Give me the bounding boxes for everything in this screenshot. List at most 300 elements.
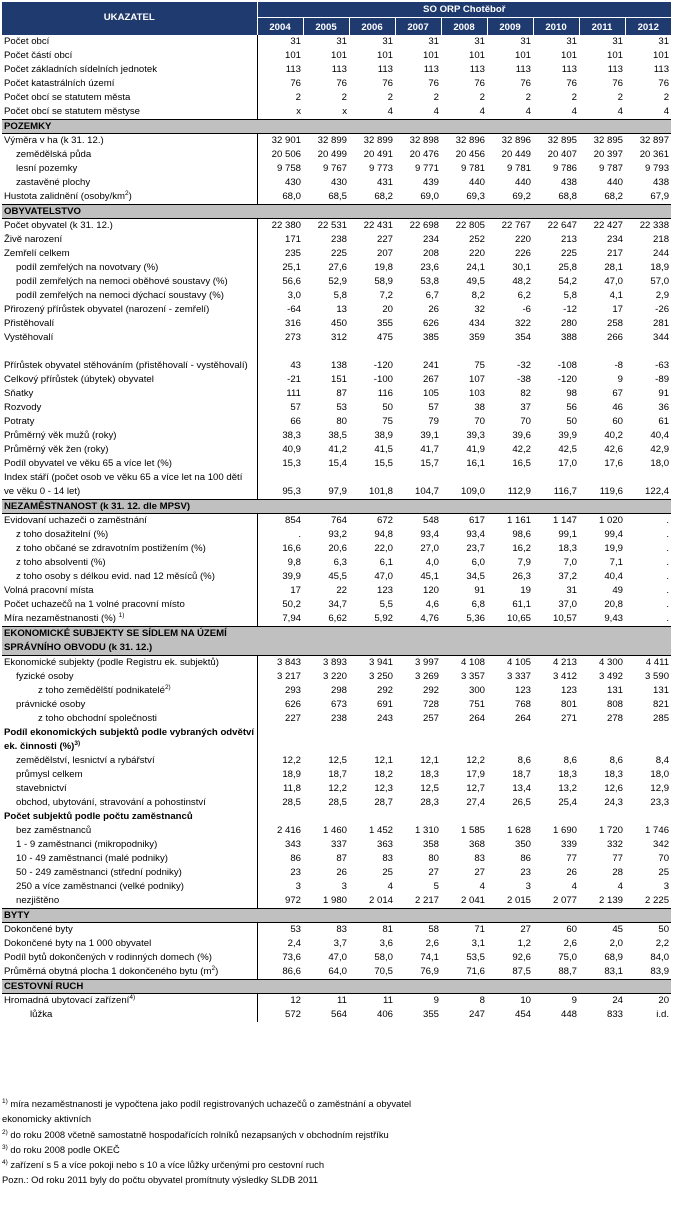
value-cell: 226 — [514, 247, 531, 259]
row-label — [2, 162, 257, 176]
value-cell: 368 — [468, 838, 485, 850]
value-cell: 12,7 — [466, 782, 485, 794]
value-cell: 241 — [422, 359, 439, 371]
table-row — [2, 754, 671, 768]
table-row — [2, 528, 671, 542]
table-row — [2, 542, 671, 556]
value-cell: 439 — [422, 176, 439, 188]
value-cell: 1 161 — [506, 514, 531, 526]
value-cell: 32 899 — [317, 134, 347, 146]
table-row — [2, 1008, 671, 1022]
value-cell: 123 — [560, 684, 577, 696]
row-label — [2, 513, 257, 528]
value-cell: 475 — [376, 331, 393, 343]
value-cell: 9 758 — [276, 162, 301, 174]
value-cell: 13 — [336, 303, 347, 315]
row-label-text: Průměrný věk žen (roky) — [4, 443, 109, 455]
row-label — [2, 782, 257, 796]
row-label — [2, 852, 257, 866]
row-label-text: bez zaměstnanců — [16, 824, 92, 836]
value-cell: 83,9 — [650, 965, 670, 977]
row-label-text: z toho absolventi (%) — [16, 556, 106, 568]
value-cell: -32 — [517, 359, 531, 371]
value-cell: 342 — [653, 838, 670, 850]
value-cell: 218 — [653, 233, 670, 245]
value-cell: 116 — [377, 387, 393, 399]
row-label-text: právnické osoby — [16, 698, 86, 710]
value-cell — [349, 810, 395, 824]
value-cell: 68,8 — [558, 190, 577, 202]
value-cell: 2,9 — [655, 289, 670, 301]
value-cell: -100 — [373, 373, 393, 385]
value-cell — [257, 726, 303, 754]
row-label — [2, 190, 257, 205]
row-label-text: Potraty — [4, 415, 35, 427]
value-cell: 6,7 — [425, 289, 439, 301]
value-cell: 39,9 — [282, 570, 301, 582]
row-label-text: podíl zemřelých na nemoci oběhové soustavy (%) — [16, 275, 228, 287]
value-cell: 76 — [336, 77, 347, 89]
value-cell: 111 — [286, 387, 301, 399]
value-cell: 1 690 — [552, 824, 577, 836]
table-row — [2, 261, 671, 275]
value-cell: 821 — [653, 698, 670, 710]
value-cell: 17,6 — [604, 457, 623, 469]
row-label-text: Míra nezaměstnanosti (%) — [4, 612, 119, 624]
value-cell: 83 — [474, 852, 485, 864]
value-cell: 56 — [566, 401, 577, 413]
row-label — [2, 670, 257, 684]
value-cell: 1 746 — [645, 824, 670, 836]
table-row — [2, 782, 671, 796]
row-label-text: 10 - 49 zaměstnanci (malé podniky) — [16, 852, 168, 864]
value-cell: 98,6 — [512, 528, 531, 540]
value-cell: 131 — [653, 684, 670, 696]
value-cell: 6,8 — [471, 598, 485, 610]
value-cell: 5,5 — [379, 598, 393, 610]
value-cell: 3 941 — [368, 656, 393, 668]
section-title: OBYVATELSTVO — [2, 204, 671, 218]
row-label — [2, 401, 257, 415]
value-cell: 4 — [387, 880, 393, 892]
value-cell: 54,2 — [558, 275, 577, 287]
value-cell: 217 — [606, 247, 623, 259]
value-cell: 768 — [514, 698, 531, 710]
value-cell: 34,5 — [466, 570, 485, 582]
value-cell: 20 361 — [639, 148, 670, 160]
value-cell: 76 — [290, 77, 301, 89]
table-row — [2, 275, 671, 289]
value-cell: 101,8 — [368, 485, 393, 497]
value-cell: 18,7 — [328, 768, 347, 780]
value-cell: 2 139 — [598, 894, 623, 906]
table-row — [2, 570, 671, 584]
table-header — [2, 2, 671, 35]
table-row — [2, 866, 671, 880]
value-cell: 92,6 — [512, 951, 531, 963]
value-cell: 3 — [525, 880, 531, 892]
value-cell: 67 — [612, 387, 623, 399]
footnote-marker: 2) — [164, 683, 171, 691]
table-row — [2, 726, 671, 754]
value-cell: 7,1 — [609, 556, 623, 568]
value-cell: 104,7 — [414, 485, 439, 497]
value-cell: . — [298, 528, 301, 540]
value-cell: 2 — [663, 91, 670, 103]
row-label — [2, 796, 257, 810]
value-cell: 171 — [284, 233, 301, 245]
table-row — [2, 965, 671, 980]
value-cell: 83 — [336, 923, 347, 935]
value-cell: 17,0 — [558, 457, 577, 469]
value-cell: 4 — [617, 105, 623, 117]
value-cell: 208 — [422, 247, 439, 259]
value-cell: 2 041 — [460, 894, 485, 906]
value-cell: 74,1 — [420, 951, 439, 963]
value-cell: 61 — [658, 415, 670, 427]
value-cell: 12,5 — [420, 782, 439, 794]
value-cell: 93,2 — [328, 528, 347, 540]
value-cell: 18,3 — [604, 768, 623, 780]
value-cell: 4 300 — [598, 656, 623, 668]
value-cell: 673 — [330, 698, 347, 710]
value-cell: 31 — [382, 35, 393, 47]
value-cell: -6 — [522, 303, 531, 315]
value-cell: 83,1 — [604, 965, 623, 977]
table-row — [2, 457, 671, 471]
value-cell: 2 — [571, 91, 577, 103]
value-cell: 5,36 — [466, 612, 485, 624]
value-cell: 207 — [376, 247, 393, 259]
value-cell: 101 — [514, 49, 531, 61]
row-label — [2, 838, 257, 852]
value-cell: 691 — [376, 698, 393, 710]
value-cell: 12,1 — [374, 754, 393, 766]
value-cell: 4,0 — [425, 556, 439, 568]
value-cell: 86 — [520, 852, 531, 864]
value-cell: 70 — [658, 852, 670, 864]
value-cell: 19 — [520, 584, 531, 596]
value-cell: 42,2 — [512, 443, 531, 455]
table-row — [2, 176, 671, 190]
value-cell: 20 407 — [547, 148, 577, 160]
row-label — [2, 712, 257, 726]
table-row — [2, 345, 671, 373]
row-label — [2, 35, 257, 49]
value-cell: 131 — [606, 684, 623, 696]
footnote — [2, 1142, 671, 1157]
value-cell: 31 — [336, 35, 347, 47]
value-cell: 430 — [284, 176, 301, 188]
year-header: 2005 — [303, 17, 349, 35]
row-label — [2, 247, 257, 261]
value-cell: 11 — [337, 994, 347, 1006]
table-row — [2, 598, 671, 612]
value-cell: 264 — [514, 712, 531, 724]
value-cell: 87 — [336, 852, 347, 864]
value-cell: x — [296, 105, 301, 117]
statistics-table — [2, 2, 671, 1022]
value-cell: 28,5 — [328, 796, 347, 808]
row-label — [2, 261, 257, 275]
value-cell: 2,0 — [609, 937, 623, 949]
value-cell: 19,8 — [374, 261, 393, 273]
row-label-text: Přírůstek obyvatel stěhováním (přistěhovalí - vystěhovalí) — [4, 359, 248, 371]
value-cell: 112,9 — [507, 485, 531, 497]
row-label-text: Počet katastrálních území — [4, 77, 115, 89]
value-cell: 48,2 — [512, 275, 531, 287]
year-header: 2008 — [441, 17, 487, 35]
value-cell: 3 250 — [368, 670, 393, 682]
row-label-text: Výměra v ha (k 31. 12.) — [4, 134, 104, 146]
value-cell: 28 — [612, 866, 623, 878]
value-cell: 22 531 — [317, 219, 347, 231]
value-cell: 22 647 — [547, 219, 577, 231]
value-cell: 2 225 — [645, 894, 670, 906]
value-cell: 285 — [653, 712, 670, 724]
value-cell — [533, 726, 579, 754]
value-cell: 12,2 — [282, 754, 301, 766]
value-cell: . — [666, 514, 670, 526]
value-cell: -120 — [557, 373, 577, 385]
footnote — [2, 1157, 671, 1172]
row-label-text: z toho dosažitelní (%) — [16, 528, 109, 540]
value-cell: 31 — [290, 35, 301, 47]
row-label-text: lůžka — [30, 1008, 53, 1020]
value-cell: 3 357 — [460, 670, 485, 682]
footnote — [2, 1172, 671, 1187]
row-label-text: podíl zemřelých na novotvary (%) — [16, 261, 159, 273]
row-label-text: Počet subjektů podle počtu zaměstnanců — [4, 810, 193, 822]
value-cell: 47,0 — [328, 951, 347, 963]
value-cell: 23,6 — [420, 261, 439, 273]
value-cell: 25,4 — [558, 796, 577, 808]
value-cell: 23 — [520, 866, 531, 878]
value-cell: 75 — [474, 359, 485, 371]
value-cell: 20,6 — [328, 542, 347, 554]
row-label — [2, 317, 257, 331]
value-cell — [257, 810, 303, 824]
value-cell: 258 — [606, 317, 623, 329]
table-row — [2, 513, 671, 528]
value-cell: 238 — [330, 712, 347, 724]
value-cell: i.d. — [656, 1008, 670, 1020]
value-cell: 47,0 — [604, 275, 623, 287]
value-cell: 972 — [284, 894, 301, 906]
value-cell: 15,7 — [420, 457, 439, 469]
value-cell: 32 896 — [455, 134, 485, 146]
value-cell: 53 — [336, 401, 347, 413]
value-cell: 49 — [612, 584, 623, 596]
row-label — [2, 49, 257, 63]
value-cell: 626 — [284, 698, 301, 710]
value-cell: 6,1 — [379, 556, 393, 568]
table-row — [2, 612, 671, 627]
value-cell: 101 — [606, 49, 623, 61]
value-cell: 24,1 — [466, 261, 485, 273]
row-label-text: obchod, ubytování, stravování a pohostinství — [16, 796, 206, 808]
table-row — [2, 655, 671, 670]
table-row — [2, 373, 671, 387]
row-label — [2, 937, 257, 951]
value-cell: 448 — [560, 1008, 577, 1020]
row-label — [2, 1008, 257, 1022]
row-label-text: z toho zemědělští podnikatelé — [38, 684, 165, 696]
value-cell: 12,6 — [604, 782, 623, 794]
value-cell: 68,9 — [604, 951, 623, 963]
row-label — [2, 345, 257, 373]
value-cell: 101 — [284, 49, 301, 61]
row-label-text: podíl zemřelých na nemoci dýchací soustavy (%) — [16, 289, 224, 301]
value-cell: 3,7 — [333, 937, 347, 949]
value-cell: 82 — [520, 387, 531, 399]
table-row — [2, 880, 671, 894]
value-cell: . — [666, 598, 670, 610]
value-cell: 32 899 — [363, 134, 393, 146]
value-cell: 833 — [606, 1008, 623, 1020]
value-cell: 23,7 — [466, 542, 485, 554]
table-row — [2, 63, 671, 77]
section-title: BYTY — [2, 908, 671, 922]
table-row — [2, 233, 671, 247]
value-cell: 15,5 — [374, 457, 393, 469]
row-label-text: Sňatky — [4, 387, 34, 399]
value-cell: 273 — [284, 331, 301, 343]
value-cell: 4 213 — [552, 656, 577, 668]
value-cell: 9 787 — [598, 162, 623, 174]
value-cell: 93,4 — [466, 528, 485, 540]
value-cell: 3 412 — [552, 670, 577, 682]
year-header: 2012 — [625, 17, 671, 35]
value-cell: 15,4 — [328, 457, 347, 469]
row-label — [2, 91, 257, 105]
value-cell: 4 — [479, 105, 485, 117]
value-cell: 440 — [514, 176, 531, 188]
value-cell: 52,9 — [328, 275, 347, 287]
value-cell: 28,7 — [374, 796, 393, 808]
value-cell: 292 — [376, 684, 393, 696]
value-cell: 9 793 — [645, 162, 670, 174]
value-cell: 244 — [653, 247, 670, 259]
value-cell: 6,3 — [333, 556, 347, 568]
value-cell: 34,7 — [328, 598, 347, 610]
value-cell: 31 — [612, 35, 623, 47]
value-cell: 2,4 — [287, 937, 301, 949]
section-title: POZEMKY — [2, 119, 671, 133]
value-cell: 60 — [566, 923, 577, 935]
value-cell: 9 767 — [322, 162, 347, 174]
table-row — [2, 937, 671, 951]
value-cell: 20,8 — [604, 598, 623, 610]
row-label — [2, 922, 257, 937]
value-cell: 42,9 — [650, 443, 670, 455]
value-cell: 26,5 — [512, 796, 531, 808]
footnote — [2, 1127, 671, 1142]
value-cell: 4 — [387, 105, 393, 117]
value-cell: 80 — [336, 415, 347, 427]
value-cell: 20 — [658, 994, 670, 1006]
value-cell: 10,65 — [506, 612, 531, 624]
row-label-text: nezjištěno — [16, 894, 60, 906]
table-row — [2, 684, 671, 698]
row-label-text: Volná pracovní místa — [4, 584, 94, 596]
value-cell: 27,6 — [328, 261, 347, 273]
value-cell: 42,6 — [604, 443, 623, 455]
value-cell: 2 014 — [368, 894, 393, 906]
table-row — [2, 401, 671, 415]
value-cell: 20 449 — [501, 148, 531, 160]
footnote-marker: 4) — [2, 1159, 8, 1167]
row-label — [2, 387, 257, 401]
value-cell: 9 — [617, 373, 623, 385]
value-cell: 3 492 — [598, 670, 623, 682]
value-cell — [533, 810, 579, 824]
value-cell: 4 — [571, 880, 577, 892]
value-cell: 31 — [520, 35, 531, 47]
value-cell: 113 — [653, 63, 670, 75]
value-cell: 91 — [658, 387, 670, 399]
value-cell: 5,92 — [374, 612, 393, 624]
value-cell: 60 — [612, 415, 623, 427]
table-row — [2, 133, 671, 148]
section-header — [2, 499, 671, 513]
value-cell: 3,1 — [471, 937, 485, 949]
row-label-text: Dokončené byty — [4, 923, 73, 935]
value-cell: 94,8 — [374, 528, 393, 540]
value-cell: 27 — [520, 923, 531, 935]
footnote-marker: 2 — [211, 964, 216, 972]
footnote-marker: 2 — [125, 189, 129, 197]
value-cell: 5,8 — [333, 289, 347, 301]
row-label — [2, 105, 257, 120]
value-cell: 10,57 — [552, 612, 577, 624]
table-row — [2, 712, 671, 726]
value-cell: 9 781 — [460, 162, 485, 174]
value-cell: 17 — [612, 303, 623, 315]
value-cell: 12,5 — [328, 754, 347, 766]
value-cell: 22 767 — [501, 219, 531, 231]
value-cell: 113 — [285, 63, 301, 75]
value-cell: 280 — [560, 317, 577, 329]
value-cell — [395, 726, 441, 754]
value-cell: 2 217 — [414, 894, 439, 906]
table-row — [2, 852, 671, 866]
value-cell: 332 — [606, 838, 623, 850]
table-row — [2, 768, 671, 782]
value-cell: 2 — [525, 91, 531, 103]
value-cell: 40,9 — [282, 443, 301, 455]
value-cell: 24,3 — [604, 796, 623, 808]
table-row — [2, 317, 671, 331]
value-cell: 27 — [428, 866, 439, 878]
value-cell: 617 — [468, 514, 485, 526]
value-cell: 257 — [422, 712, 439, 724]
value-cell: 113 — [515, 63, 531, 75]
row-label-text: z toho obchodní společnosti — [38, 712, 157, 724]
value-cell: . — [666, 570, 670, 582]
value-cell: -63 — [655, 359, 670, 371]
value-cell: -108 — [557, 359, 577, 371]
row-label-text: stavebnictví — [16, 782, 67, 794]
value-cell: 39,9 — [558, 429, 577, 441]
value-cell: 57,0 — [650, 275, 670, 287]
value-cell: 61,1 — [512, 598, 531, 610]
value-cell: . — [666, 542, 670, 554]
value-cell: 25,1 — [282, 261, 301, 273]
value-cell: 337 — [330, 838, 347, 850]
value-cell: 22 338 — [639, 219, 670, 231]
value-cell — [441, 810, 487, 824]
